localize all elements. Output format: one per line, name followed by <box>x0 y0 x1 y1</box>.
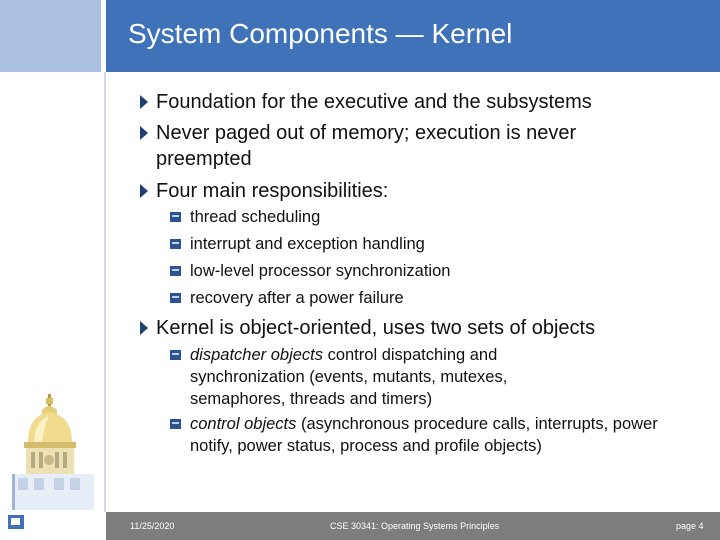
bullet-item: Kernel is object-oriented, uses two sets of objects <box>140 315 700 341</box>
sub-bullet-item <box>170 344 590 410</box>
footer-course: CSE 30341: Operating Systems Principles <box>330 521 500 531</box>
sub-bullet-item <box>170 413 700 457</box>
footer-bar <box>106 512 720 540</box>
arrow-bullet-icon <box>140 321 148 335</box>
golden-dome-illustration <box>4 380 100 510</box>
slide-title: System Components — Kernel <box>128 18 513 49</box>
bullet-item: Foundation for the executive and the subsystems <box>140 89 700 115</box>
footer-date: 11/25/2020 <box>130 521 175 531</box>
arrow-bullet-icon <box>140 184 148 198</box>
square-bullet-icon <box>170 239 181 249</box>
term-description: control dispatching and synchronization (events, mutants, mutexes, semaphores, threads and timers) <box>190 346 508 408</box>
bullet-item: Four main responsibilities: <box>140 178 700 204</box>
term: control objects <box>190 415 297 433</box>
left-rule <box>104 72 106 512</box>
sub-bullet-item: low-level processor synchronization <box>170 260 700 282</box>
footer-page: page 4 <box>676 521 704 531</box>
square-bullet-icon <box>170 293 181 303</box>
sub-bullet-item: thread scheduling <box>170 206 700 228</box>
term-description: (asynchronous procedure calls, interrupts, power notify, power status, process and profile objects) <box>190 415 658 455</box>
bullet-item: Never paged out of memory; execution is never preempted <box>140 120 670 172</box>
square-bullet-icon <box>170 419 181 429</box>
sub-bullet-item: interrupt and exception handling <box>170 233 700 255</box>
footer-square-icon <box>8 515 24 529</box>
term: dispatcher objects <box>190 346 323 364</box>
square-bullet-icon <box>170 266 181 276</box>
arrow-bullet-icon <box>140 95 148 109</box>
arrow-bullet-icon <box>140 126 148 140</box>
header-left-block <box>0 0 104 72</box>
square-bullet-icon <box>170 350 181 360</box>
square-bullet-icon <box>170 212 181 222</box>
sub-bullet-item: recovery after a power failure <box>170 287 700 309</box>
